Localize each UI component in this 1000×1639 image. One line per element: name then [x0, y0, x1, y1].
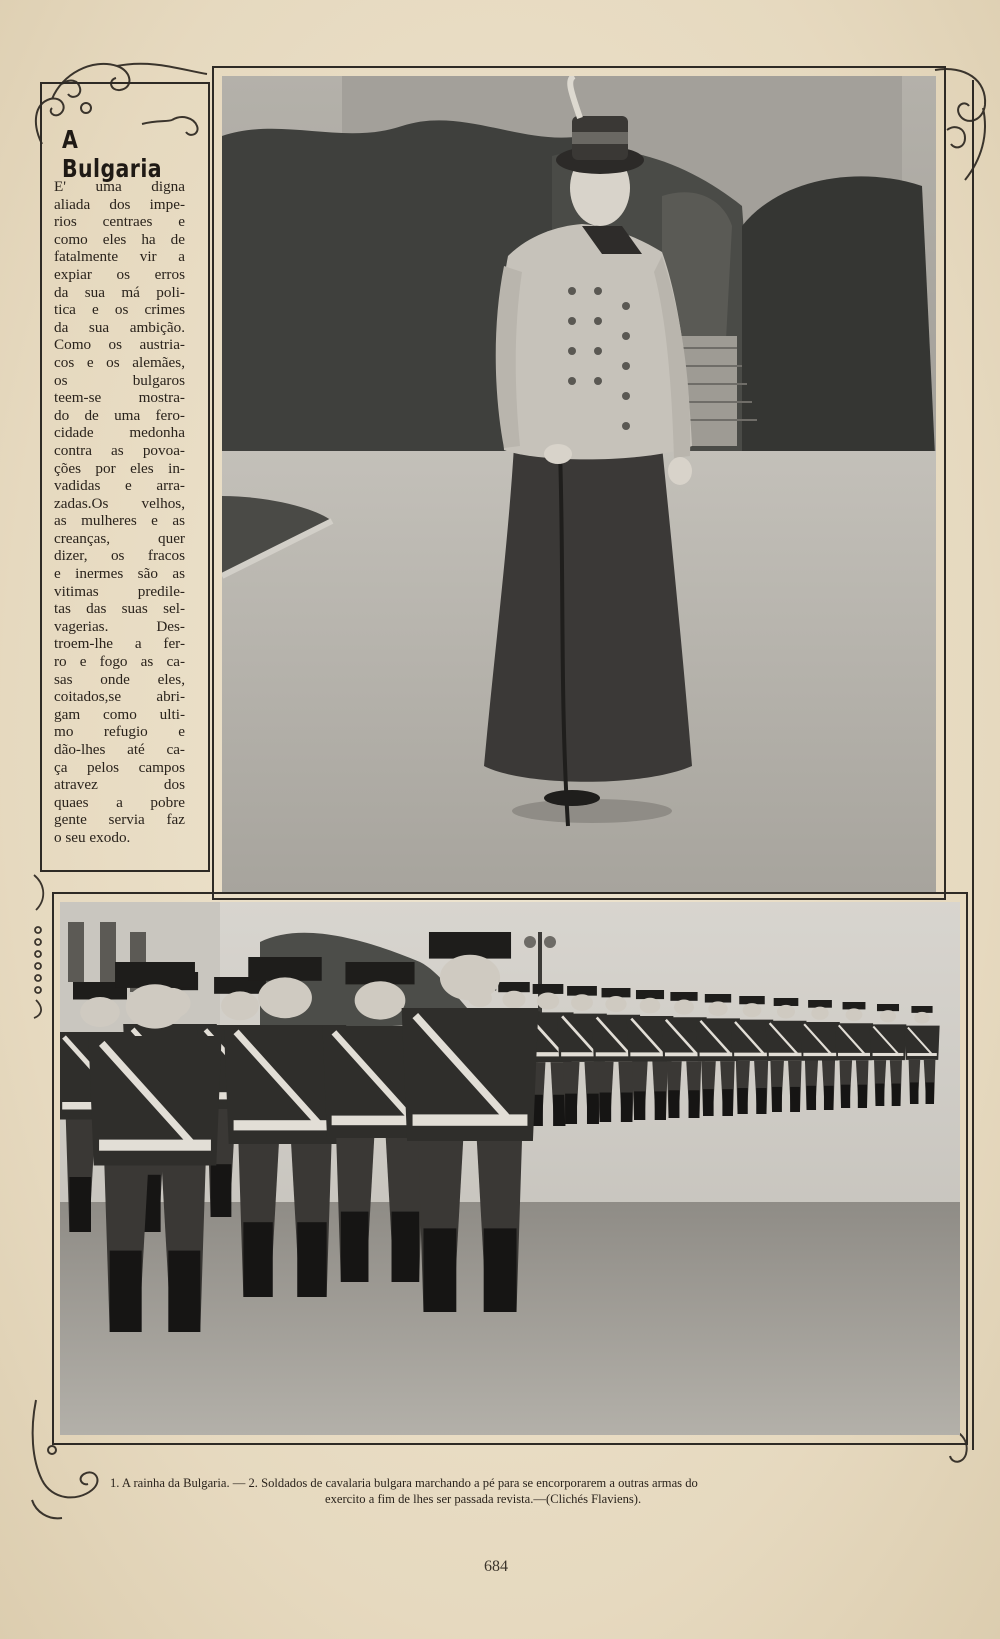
article-line: da sua ambição. [54, 318, 185, 336]
article-line: dão-lhes até ca- [54, 741, 185, 758]
queen-photo [222, 76, 936, 892]
article-line: teem-se mostra- [54, 389, 185, 407]
article-line: atravez dos [54, 776, 185, 794]
soldiers-photo [60, 902, 960, 1435]
soldiers-photo-image [60, 902, 960, 1435]
article-line: rios centraes e [54, 213, 185, 231]
article-line: ça pelos campos [54, 758, 185, 776]
page-number: 684 [484, 1558, 508, 1575]
article-line: Como os austria- [54, 336, 185, 354]
article-line: os bulgaros [54, 371, 185, 389]
article-line: vitimas predile- [54, 582, 185, 600]
article-line: fatalmente vir a [54, 248, 185, 266]
article-line: gam como ulti- [54, 705, 185, 723]
article-line: e inermes são as [54, 565, 185, 583]
article-body [54, 178, 185, 847]
article-line: expiar os erros [54, 265, 185, 283]
article-line: contra as povoa- [54, 441, 185, 459]
right-page-rule [972, 80, 978, 1450]
article-line: mo refugio e [54, 723, 185, 741]
article-line: coitados,se abri- [54, 688, 185, 706]
article-title: A Bulgaria [62, 125, 163, 183]
article-line: dizer, os fracos [54, 547, 185, 565]
article-line: quaes a pobre [54, 793, 185, 811]
queen-photo-image [222, 76, 936, 892]
article-line: sas onde eles, [54, 670, 185, 688]
article-line: vadidas e arra- [54, 477, 185, 495]
article-line: cos e os alemães, [54, 353, 185, 371]
side-ornament-left [26, 870, 52, 1020]
article-line: tas das suas sel- [54, 600, 185, 618]
article-line: zadas.Os velhos, [54, 494, 185, 512]
article-line: E' uma digna [54, 178, 185, 195]
article-line: troem-lhe a fer- [54, 635, 185, 653]
caption-line-2: exercito a fim de lhes ser passada revista.—(Clichés Flaviens). [325, 1492, 642, 1506]
article-line: o seu exodo. [54, 828, 131, 846]
article-line: aliada dos impe- [54, 195, 185, 213]
article-line: ções por eles in- [54, 459, 185, 477]
photo-caption [110, 1475, 960, 1507]
caption-line-1: 1. A rainha da Bulgaria. — 2. Soldados de cavalaria bulgara marchando a pé para se encorporarem a outras armas do [110, 1476, 698, 1490]
article-line: vagerias. Des- [54, 617, 185, 635]
article-line: ro e fogo as ca- [54, 653, 185, 671]
article-line: as mulheres e as [54, 512, 185, 530]
article-line: da sua má poli- [54, 283, 185, 301]
article-line: como eles ha de [54, 230, 185, 248]
article-line: do de uma fero- [54, 406, 185, 424]
article-line: cidade medonha [54, 424, 185, 442]
article-line: gente servia faz [54, 811, 185, 829]
article-line: creanças, quer [54, 529, 185, 547]
article-line: tica e os crimes [54, 301, 185, 319]
